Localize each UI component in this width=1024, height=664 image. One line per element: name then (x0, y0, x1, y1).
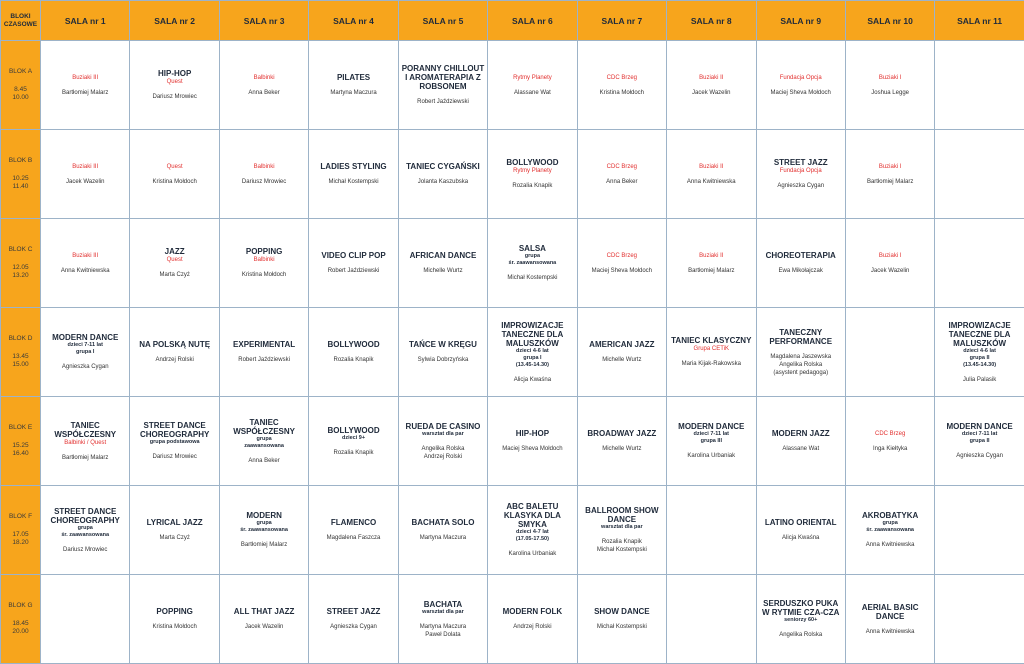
time-block-label (1, 308, 41, 397)
group-name: Buziaki I (848, 74, 932, 82)
class-title: TAŃCE W KRĘGU (401, 340, 485, 349)
class-title: RUEDA DE CASINO (401, 422, 485, 431)
class-cell (935, 397, 1024, 486)
class-cell (577, 41, 666, 130)
instructor-name: Julia Palasik (937, 376, 1021, 384)
class-title: IMPROWIZACJE TANECZNE DLA MALUSZKÓW (937, 321, 1021, 348)
class-cell (488, 397, 577, 486)
class-cell (845, 219, 934, 308)
instructor-name: Angelika Rolska (759, 631, 843, 639)
class-title: VIDEO CLIP POP (311, 251, 395, 260)
room-header-6: SALA nr 6 (488, 1, 577, 41)
class-cell (488, 219, 577, 308)
block-time: 12.05 13.20 (3, 264, 38, 280)
group-name: Buziaki II (669, 252, 753, 260)
class-cell (219, 308, 308, 397)
group-name: Buziaki III (43, 252, 127, 260)
instructor-name: Kristina Mołdoch (222, 271, 306, 279)
class-details: dzieci 9+ (311, 435, 395, 442)
group-name: CDC Brzeg (580, 74, 664, 82)
room-header-10: SALA nr 10 (845, 1, 934, 41)
class-cell (935, 219, 1024, 308)
group-name: CDC Brzeg (848, 430, 932, 438)
class-cell (488, 130, 577, 219)
class-cell (309, 130, 398, 219)
instructor-name: Michelle Wurtz (580, 356, 664, 364)
instructor-name: Michelle Wurtz (580, 445, 664, 453)
room-header-7: SALA nr 7 (577, 1, 666, 41)
time-block-label (1, 130, 41, 219)
block-time: 15.25 16.40 (3, 442, 38, 458)
class-title: AERIAL BASIC DANCE (848, 603, 932, 621)
instructor-name: Maria Kijak-Rakowska (669, 360, 753, 368)
class-title: STREET JAZZ (759, 158, 843, 167)
class-details: dzieci 7-11 lat grupa II (937, 431, 1021, 445)
class-cell (756, 486, 845, 575)
group-name: Buziaki I (848, 163, 932, 171)
group-name: Balbinki (222, 163, 306, 171)
instructor-name: Michał Kostempski (311, 178, 395, 186)
class-title: LATINO ORIENTAL (759, 518, 843, 527)
class-title: STREET DANCE CHOREOGRAPHY (132, 421, 216, 439)
block-time: 10.25 11.40 (3, 175, 38, 191)
class-title: ALL THAT JAZZ (222, 607, 306, 616)
group-name: CDC Brzeg (580, 252, 664, 260)
room-header-4: SALA nr 4 (309, 1, 398, 41)
class-title: MODERN DANCE (43, 333, 127, 342)
class-title: POPPING (132, 607, 216, 616)
class-cell (219, 41, 308, 130)
instructor-name: Robert Jaździewski (222, 356, 306, 364)
instructor-name: Michał Kostempski (490, 274, 574, 282)
class-cell (935, 41, 1024, 130)
class-details: grupa śr. zaawansowana (43, 525, 127, 539)
group-name: Balbinki (222, 256, 306, 264)
block-name: BLOK C (3, 246, 38, 254)
class-details: grupa podstawowa (132, 439, 216, 446)
class-details: dzieci 4-6 lat grupa II (13.45-14.30) (937, 348, 1021, 369)
block-time: 18.45 20.00 (3, 620, 38, 636)
block-time: 17.05 18.20 (3, 531, 38, 547)
instructor-name: Rozalia Knapik Michał Kostempski (580, 538, 664, 554)
instructor-name: Rozalia Knapik (311, 356, 395, 364)
block-name: BLOK G (3, 602, 38, 610)
class-cell (935, 575, 1024, 664)
class-cell (130, 575, 219, 664)
block-name: BLOK A (3, 68, 38, 76)
group-name: Quest (132, 163, 216, 171)
class-cell (667, 41, 756, 130)
block-time: 8.45 10.00 (3, 86, 38, 102)
block-row (1, 308, 1024, 397)
class-title: TANIEC KLASYCZNY (669, 336, 753, 345)
time-block-label (1, 397, 41, 486)
class-details: dzieci 4-6 lat grupa I (13.45-14.30) (490, 348, 574, 369)
group-name: Fundacja Opcja (759, 167, 843, 175)
class-cell (845, 397, 934, 486)
instructor-name: Robert Jaździewski (311, 267, 395, 275)
instructor-name: Bartłomiej Malarz (43, 89, 127, 97)
block-name: BLOK F (3, 513, 38, 521)
class-title: CHOREOTERAPIA (759, 251, 843, 260)
class-cell (130, 130, 219, 219)
instructor-name: Kristina Mołdoch (132, 178, 216, 186)
instructor-name: Bartłomiej Malarz (669, 267, 753, 275)
instructor-name: Maciej Sheva Mołdoch (759, 89, 843, 97)
class-title: TANIEC WSPÓŁCZESNY (222, 418, 306, 436)
class-cell (756, 219, 845, 308)
class-cell (577, 308, 666, 397)
class-cell (309, 486, 398, 575)
class-details: grupa śr. zaawansowana (848, 520, 932, 534)
class-cell (667, 575, 756, 664)
class-cell (130, 219, 219, 308)
class-cell (935, 486, 1024, 575)
class-title: TANIEC WSPÓŁCZESNY (43, 421, 127, 439)
instructor-name: Jacek Wazelin (669, 89, 753, 97)
class-cell (130, 397, 219, 486)
class-title: AKROBATYKA (848, 511, 932, 520)
class-cell (845, 308, 934, 397)
class-cell (398, 130, 487, 219)
block-row (1, 41, 1024, 130)
time-block-label (1, 486, 41, 575)
class-title: IMPROWIZACJE TANECZNE DLA MALUSZKÓW (490, 321, 574, 348)
instructor-name: Alicja Kwaśna (759, 534, 843, 542)
class-cell (41, 130, 130, 219)
instructor-name: Anna Beker (580, 178, 664, 186)
class-cell (398, 308, 487, 397)
class-title: SALSA (490, 244, 574, 253)
instructor-name: Jacek Wazelin (43, 178, 127, 186)
instructor-name: Kristina Mołdoch (132, 623, 216, 631)
group-name: Buziaki II (669, 163, 753, 171)
class-cell (309, 575, 398, 664)
time-block-label (1, 575, 41, 664)
class-cell (219, 219, 308, 308)
instructor-name: Anna Kwitniewska (669, 178, 753, 186)
class-cell (935, 308, 1024, 397)
instructor-name: Andrzej Rolski (132, 356, 216, 364)
class-title: JAZZ (132, 247, 216, 256)
class-cell (219, 575, 308, 664)
class-title: STREET DANCE CHOREOGRAPHY (43, 507, 127, 525)
instructor-name: Karolina Urbaniak (490, 550, 574, 558)
header-row (1, 1, 1024, 41)
time-blocks-header: BLOKI CZASOWE (1, 1, 41, 41)
class-cell (577, 397, 666, 486)
class-title: TANECZNY PERFORMANCE (759, 328, 843, 346)
instructor-name: Marta Czyż (132, 271, 216, 279)
class-cell (577, 130, 666, 219)
group-name: Buziaki III (43, 74, 127, 82)
class-cell (577, 575, 666, 664)
room-header-3: SALA nr 3 (219, 1, 308, 41)
class-details: warsztat dla par (401, 609, 485, 616)
instructor-name: Agnieszka Cygan (759, 182, 843, 190)
class-cell (398, 486, 487, 575)
class-title: EXPERIMENTAL (222, 340, 306, 349)
group-name: Buziaki II (669, 74, 753, 82)
class-cell (845, 41, 934, 130)
room-header-1: SALA nr 1 (41, 1, 130, 41)
class-title: PILATES (311, 73, 395, 82)
block-name: BLOK D (3, 335, 38, 343)
class-cell (845, 575, 934, 664)
class-title: TANIEC CYGAŃSKI (401, 162, 485, 171)
block-time: 13.45 15.00 (3, 353, 38, 369)
class-cell (756, 308, 845, 397)
instructor-name: Dariusz Mrowiec (43, 546, 127, 554)
class-title: BALLROOM SHOW DANCE (580, 506, 664, 524)
instructor-name: Karolina Urbaniak (669, 452, 753, 460)
class-title: BROADWAY JAZZ (580, 429, 664, 438)
instructor-name: Martyna Maczura (401, 534, 485, 542)
instructor-name: Angelika Rolska Andrzej Rolski (401, 445, 485, 461)
class-title: BOLLYWOOD (490, 158, 574, 167)
group-name: Buziaki III (43, 163, 127, 171)
class-title: HIP-HOP (132, 69, 216, 78)
group-name: Quest (132, 256, 216, 264)
class-cell (398, 41, 487, 130)
instructor-name: Inga Kiełtyka (848, 445, 932, 453)
class-title: PORANNY CHILLOUT I AROMATERAPIA Z ROBSONEM (401, 64, 485, 91)
room-header-5: SALA nr 5 (398, 1, 487, 41)
instructor-name: Alassane Wat (490, 89, 574, 97)
class-title: ABC BALETU KLASYKA DLA SMYKA (490, 502, 574, 529)
class-cell (667, 130, 756, 219)
class-title: AMERICAN JAZZ (580, 340, 664, 349)
class-cell (756, 397, 845, 486)
schedule-body (1, 41, 1024, 664)
instructor-name: Michelle Wurtz (401, 267, 485, 275)
class-cell (845, 130, 934, 219)
class-cell (577, 219, 666, 308)
instructor-name: Alicja Kwaśna (490, 376, 574, 384)
instructor-name: Michał Kostempski (580, 623, 664, 631)
class-details: dzieci 4-7 lat (17.05-17.50) (490, 529, 574, 543)
class-cell (309, 41, 398, 130)
class-details: warsztat dla par (401, 431, 485, 438)
room-header-2: SALA nr 2 (130, 1, 219, 41)
class-title: POPPING (222, 247, 306, 256)
instructor-name: Kristina Mołdoch (580, 89, 664, 97)
class-cell (41, 219, 130, 308)
class-cell (756, 41, 845, 130)
class-cell (935, 130, 1024, 219)
group-name: Grupa CETiK (669, 345, 753, 353)
class-title: LYRICAL JAZZ (132, 518, 216, 527)
class-cell (130, 486, 219, 575)
group-name: Quest (132, 78, 216, 86)
class-cell (398, 219, 487, 308)
class-title: BOLLYWOOD (311, 426, 395, 435)
class-title: AFRICAN DANCE (401, 251, 485, 260)
instructor-name: Anna Beker (222, 89, 306, 97)
class-title: SERDUSZKO PUKA W RYTMIE CZA-CZA (759, 599, 843, 617)
class-cell (219, 130, 308, 219)
group-name: Balbinki (222, 74, 306, 82)
class-cell (309, 308, 398, 397)
block-row (1, 130, 1024, 219)
instructor-name: Bartłomiej Malarz (848, 178, 932, 186)
class-title: NA POLSKĄ NUTĘ (132, 340, 216, 349)
class-details: grupa śr. zaawansowana (222, 520, 306, 534)
time-block-label (1, 41, 41, 130)
class-title: STREET JAZZ (311, 607, 395, 616)
instructor-name: Rozalia Knapik (311, 449, 395, 457)
class-cell (577, 486, 666, 575)
class-details: seniorzy 60+ (759, 617, 843, 624)
class-cell (488, 486, 577, 575)
class-title: MODERN DANCE (937, 422, 1021, 431)
class-details: grupa śr. zaawansowana (490, 253, 574, 267)
block-row (1, 486, 1024, 575)
block-row (1, 575, 1024, 664)
instructor-name: Anna Kwitniewska (848, 628, 932, 636)
class-title: MODERN JAZZ (759, 429, 843, 438)
class-title: LADIES STYLING (311, 162, 395, 171)
instructor-name: Andrzej Rolski (490, 623, 574, 631)
instructor-name: Alassane Wat (759, 445, 843, 453)
class-details: dzieci 7-11 lat grupa III (669, 431, 753, 445)
class-cell (398, 575, 487, 664)
class-cell (41, 397, 130, 486)
room-header-8: SALA nr 8 (667, 1, 756, 41)
instructor-name: Dariusz Mrowiec (222, 178, 306, 186)
class-cell (130, 41, 219, 130)
block-row (1, 219, 1024, 308)
group-name: Balbinki / Quest (43, 439, 127, 447)
instructor-name: Maciej Sheva Mołdoch (580, 267, 664, 275)
group-name: Buziaki I (848, 252, 932, 260)
instructor-name: Dariusz Mrowiec (132, 93, 216, 101)
class-title: MODERN FOLK (490, 607, 574, 616)
class-cell (845, 486, 934, 575)
class-cell (41, 41, 130, 130)
class-cell (756, 575, 845, 664)
instructor-name: Rozalia Knapik (490, 182, 574, 190)
instructor-name: Anna Kwitniewska (848, 541, 932, 549)
class-cell (488, 575, 577, 664)
block-name: BLOK B (3, 157, 38, 165)
instructor-name: Bartłomiej Malarz (43, 454, 127, 462)
group-name: Rytmy Planety (490, 74, 574, 82)
time-block-label (1, 219, 41, 308)
instructor-name: Anna Kwitniewska (43, 267, 127, 275)
instructor-name: Magdalena Jaszewska Angelika Rolska (asystent pedagoga) (759, 353, 843, 377)
instructor-name: Anna Beker (222, 457, 306, 465)
instructor-name: Martyna Maczura (311, 89, 395, 97)
class-cell (219, 397, 308, 486)
instructor-name: Marta Czyż (132, 534, 216, 542)
instructor-name: Agnieszka Cygan (43, 363, 127, 371)
instructor-name: Jolanta Kaszubska (401, 178, 485, 186)
room-header-9: SALA nr 9 (756, 1, 845, 41)
class-cell (756, 130, 845, 219)
instructor-name: Robert Jaździewski (401, 98, 485, 106)
instructor-name: Magdalena Faszcza (311, 534, 395, 542)
room-header-11: SALA nr 11 (935, 1, 1024, 41)
class-title: BACHATA (401, 600, 485, 609)
class-cell (130, 308, 219, 397)
instructor-name: Sylwia Dobrzyńska (401, 356, 485, 364)
instructor-name: Agnieszka Cygan (937, 452, 1021, 460)
group-name: CDC Brzeg (580, 163, 664, 171)
class-title: FLAMENCO (311, 518, 395, 527)
class-cell (41, 575, 130, 664)
class-cell (667, 486, 756, 575)
group-name: Rytmy Planety (490, 167, 574, 175)
class-title: MODERN DANCE (669, 422, 753, 431)
class-title: HIP-HOP (490, 429, 574, 438)
class-cell (309, 219, 398, 308)
class-cell (219, 486, 308, 575)
class-cell (667, 308, 756, 397)
block-name: BLOK E (3, 424, 38, 432)
instructor-name: Bartłomiej Malarz (222, 541, 306, 549)
class-cell (309, 397, 398, 486)
instructor-name: Agnieszka Cygan (311, 623, 395, 631)
instructor-name: Maciej Sheva Mołdoch (490, 445, 574, 453)
block-row (1, 397, 1024, 486)
instructor-name: Jacek Wazelin (848, 267, 932, 275)
instructor-name: Ewa Mikołajczak (759, 267, 843, 275)
class-title: BOLLYWOOD (311, 340, 395, 349)
class-cell (488, 308, 577, 397)
group-name: Fundacja Opcja (759, 74, 843, 82)
class-details: dzieci 7-11 lat grupa I (43, 342, 127, 356)
class-cell (398, 397, 487, 486)
instructor-name: Jacek Wazelin (222, 623, 306, 631)
class-cell (41, 308, 130, 397)
instructor-name: Martyna Maczura Paweł Dolata (401, 623, 485, 639)
class-title: BACHATA SOLO (401, 518, 485, 527)
class-title: SHOW DANCE (580, 607, 664, 616)
instructor-name: Joshua Legge (848, 89, 932, 97)
class-title: MODERN (222, 511, 306, 520)
instructor-name: Dariusz Mrowiec (132, 453, 216, 461)
class-cell (667, 397, 756, 486)
class-cell (41, 486, 130, 575)
class-details: grupa zaawansowana (222, 436, 306, 450)
class-cell (488, 41, 577, 130)
class-cell (667, 219, 756, 308)
class-details: warsztat dla par (580, 524, 664, 531)
